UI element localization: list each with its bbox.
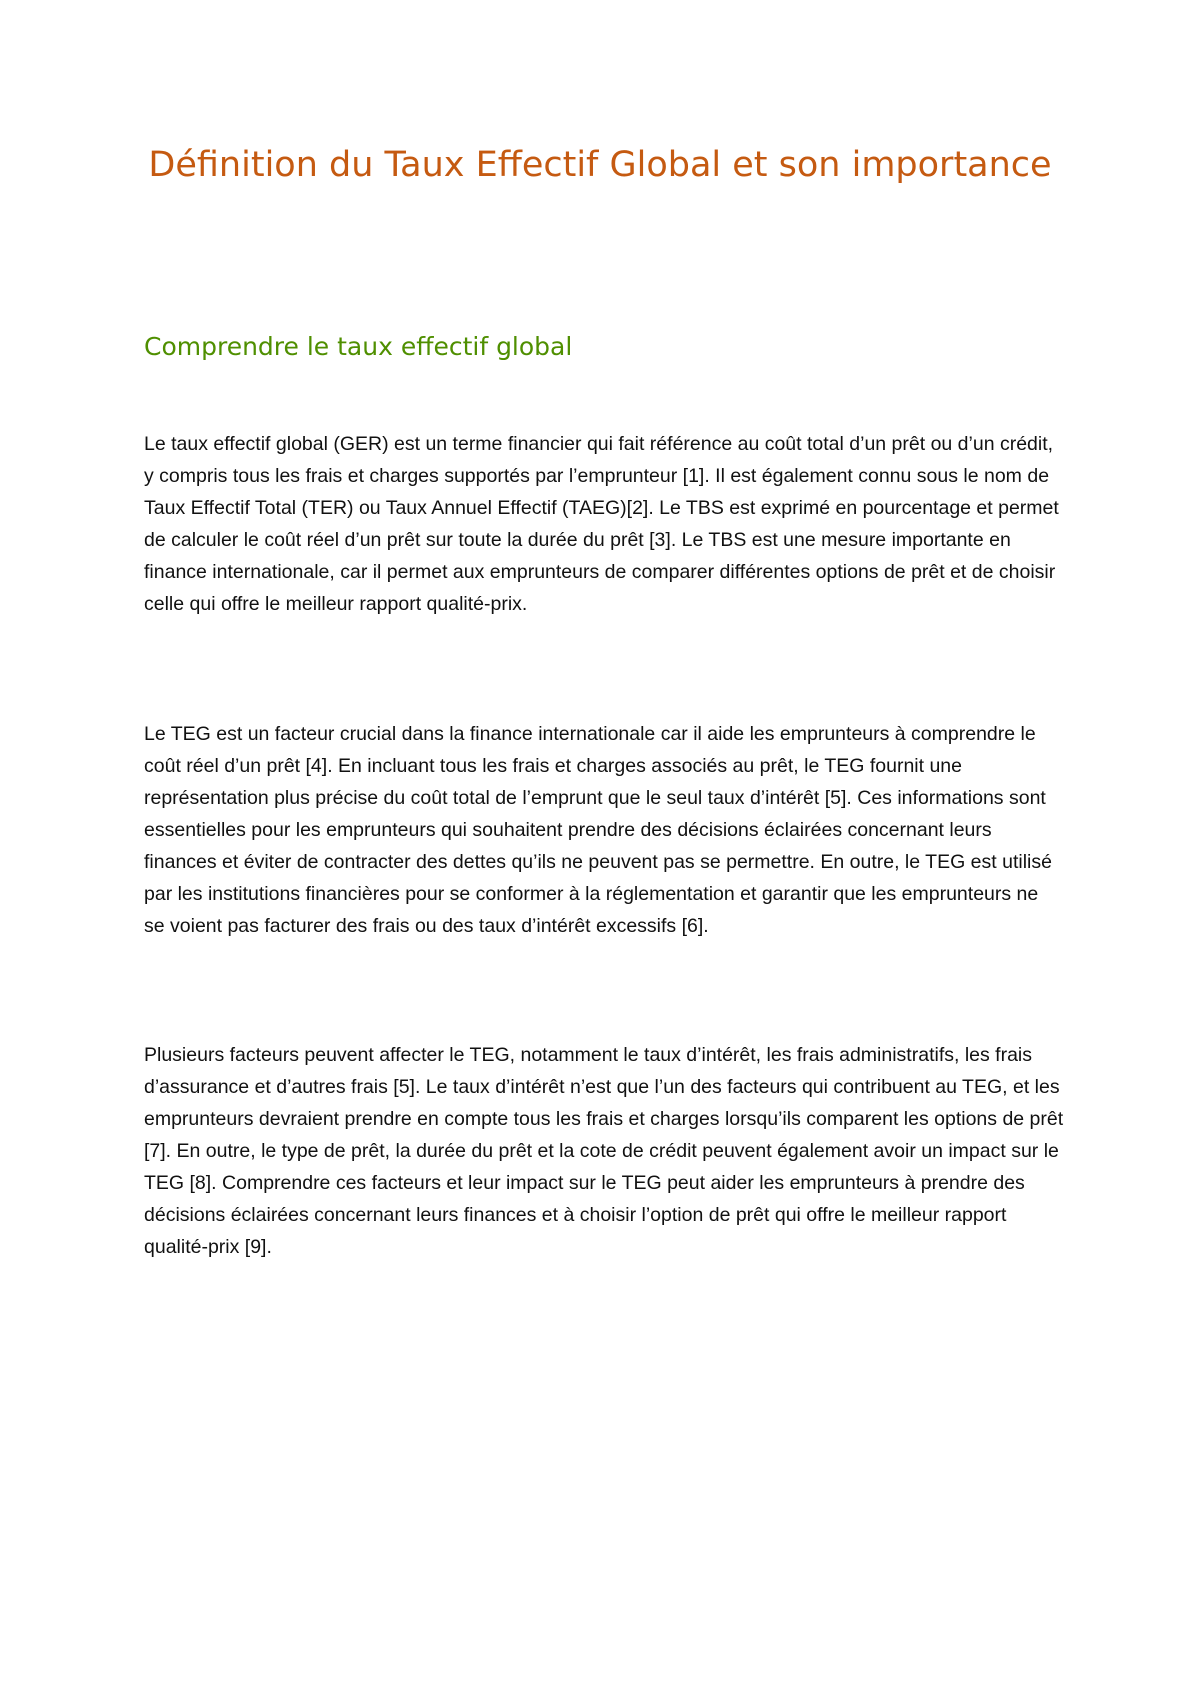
section-heading: Comprendre le taux effectif global	[144, 332, 573, 361]
body-paragraph-1: Le taux effectif global (GER) est un terme financier qui fait référence au coût total d’un prêt ou d’un crédit, y compris tous les frais et charges supportés par l’emprunteur [1]. Il est également connu sous le nom de Taux Effectif Total (TER) ou Taux Annuel Effectif (TAEG)[2]. Le TBS est exprimé en pourcentage et permet de calculer le coût réel d’un prêt sur toute la durée du prêt [3]. Le TBS est une mesure importante en finance internationale, car il permet aux emprunteurs de comparer différentes options de prêt et de choisir celle qui offre le meilleur rapport qualité-prix.	[144, 433, 1059, 615]
page-title: Définition du Taux Effectif Global et son importance	[148, 145, 1052, 185]
body-paragraph-2: Le TEG est un facteur crucial dans la finance internationale car il aide les emprunteurs à comprendre le coût réel d’un prêt [4]. En incluant tous les frais et charges associés au prêt, le TEG fournit une représentation plus précise du coût total de l’emprunt que le seul taux d’intérêt [5]. Ces informations sont essentielles pour les emprunteurs qui souhaitent prendre des décisions éclairées concernant leurs finances et éviter de contracter des dettes qu’ils ne peuvent pas se permettre. En outre, le TEG est utilisé par les institutions financières pour se conformer à la réglementation et garantir que les emprunteurs ne se voient pas facturer des frais ou des taux d’intérêt excessifs [6].	[144, 723, 1052, 937]
body-paragraph-3: Plusieurs facteurs peuvent affecter le TEG, notamment le taux d’intérêt, les frais administratifs, les frais d’assurance et d’autres frais [5]. Le taux d’intérêt n’est que l’un des facteurs qui contribuent au TEG, et les emprunteurs devraient prendre en compte tous les frais et charges lorsqu’ils comparent les options de prêt [7]. En outre, le type de prêt, la durée du prêt et la cote de crédit peuvent également avoir un impact sur le TEG [8]. Comprendre ces facteurs et leur impact sur le TEG peut aider les emprunteurs à prendre des décisions éclairées concernant leurs finances et à choisir l’option de prêt qui offre le meilleur rapport qualité-prix [9].	[144, 1044, 1064, 1258]
